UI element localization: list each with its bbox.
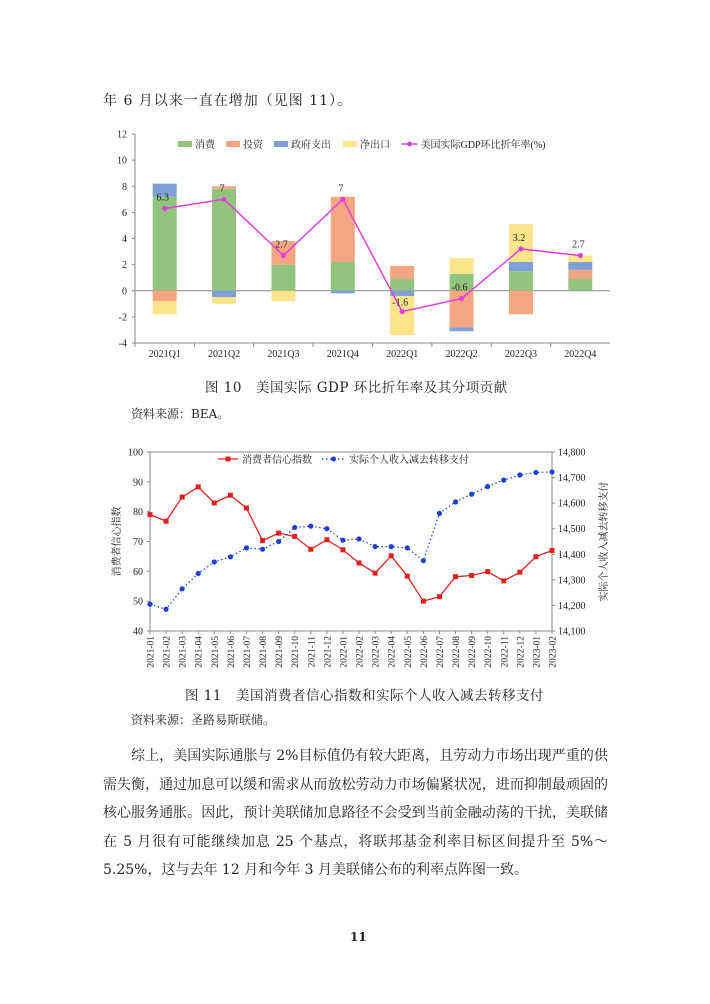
legend-swatch-investment xyxy=(226,141,240,147)
sentiment-point xyxy=(292,534,297,539)
income-point xyxy=(437,511,442,516)
bar-net_exports xyxy=(212,297,236,304)
legend-label: 投资 xyxy=(243,140,263,151)
x-tick-label: 2022-08 xyxy=(452,636,463,668)
sentiment-point xyxy=(244,506,249,511)
x-tick-label: 2021-10 xyxy=(291,636,302,668)
y-tick-label: -2 xyxy=(118,312,127,324)
y-right-tick-label: 14,700 xyxy=(558,473,586,485)
sentiment-point xyxy=(196,484,201,489)
x-tick-label: 2021-11 xyxy=(307,636,318,668)
income-point xyxy=(356,536,361,541)
bar-consumption xyxy=(212,189,236,291)
income-point xyxy=(163,607,168,612)
bar-consumption xyxy=(390,279,414,291)
sentiment-point xyxy=(340,547,345,552)
x-tick-label: 2022-02 xyxy=(355,636,366,668)
x-tick-label: 2021-01 xyxy=(146,636,157,668)
gdp-data-label: -0.6 xyxy=(451,282,468,294)
y-left-tick-label: 90 xyxy=(133,477,143,489)
y-right-tick-label: 14,800 xyxy=(558,447,586,459)
gdp-point xyxy=(340,197,345,202)
gdp-point xyxy=(518,246,523,251)
x-tick-label: 2022-03 xyxy=(371,636,382,668)
gdp-data-label: 3.2 xyxy=(512,232,526,244)
bar-net_exports xyxy=(271,291,295,301)
y-right-tick-label: 14,500 xyxy=(558,524,586,536)
income-point xyxy=(373,544,378,549)
legend-swatch-consumption xyxy=(178,141,192,147)
sentiment-point xyxy=(533,554,538,559)
income-line xyxy=(150,472,552,609)
gdp-chart xyxy=(100,120,620,370)
income-point xyxy=(228,554,233,559)
page-number: 11 xyxy=(350,930,367,944)
y-right-tick-label: 14,400 xyxy=(558,549,586,561)
y-left-tick-label: 40 xyxy=(133,626,143,638)
gdp-point xyxy=(221,197,226,202)
x-tick-label: 2022-05 xyxy=(403,636,414,668)
sentiment-point xyxy=(373,571,378,576)
y-tick-label: 0 xyxy=(122,286,127,298)
gdp-data-label: 2.7 xyxy=(572,239,585,251)
y-right-tick-label: 14,600 xyxy=(558,498,586,510)
gdp-point xyxy=(281,253,286,258)
y-tick-label: 12 xyxy=(117,129,127,141)
figure10-source: 资料来源：BEA。 xyxy=(131,407,230,421)
bar-consumption xyxy=(331,262,355,291)
x-tick-label: 2021Q2 xyxy=(207,349,241,360)
bar-investment xyxy=(509,291,533,315)
x-tick-label: 2021Q3 xyxy=(267,349,300,360)
gdp-point xyxy=(578,253,583,258)
x-tick-label: 2023-01 xyxy=(532,636,543,668)
income-point xyxy=(389,544,394,549)
bar-net_exports xyxy=(153,301,177,314)
x-tick-label: 2021-03 xyxy=(178,636,189,668)
income-point xyxy=(244,545,249,550)
gdp-data-label: -1.6 xyxy=(392,297,409,309)
x-tick-label: 2022-01 xyxy=(339,636,350,668)
income-point xyxy=(147,602,152,607)
gdp-point xyxy=(162,206,167,211)
y-right-tick-label: 14,200 xyxy=(558,600,586,612)
summary-paragraph xyxy=(103,742,608,885)
x-tick-label: 2021-07 xyxy=(242,636,253,668)
x-tick-label: 2022-11 xyxy=(500,636,511,668)
bar-investment xyxy=(153,291,177,301)
sentiment-point xyxy=(164,519,169,524)
income-point xyxy=(180,586,185,591)
legend-label: 政府支出 xyxy=(291,140,331,151)
income-point xyxy=(405,545,410,550)
income-point xyxy=(212,559,217,564)
income-point xyxy=(549,469,554,474)
x-tick-label: 2022-06 xyxy=(419,636,430,668)
income-point xyxy=(292,525,297,530)
legend-label: 消费者信心指数 xyxy=(242,455,312,466)
sentiment-point xyxy=(550,548,555,553)
x-tick-label: 2021Q1 xyxy=(148,349,181,360)
sentiment-point xyxy=(389,553,394,558)
sentiment-point xyxy=(357,560,362,565)
legend-marker-income xyxy=(331,457,336,462)
gdp-point xyxy=(400,309,405,314)
bar-consumption xyxy=(509,271,533,291)
income-point xyxy=(485,484,490,489)
income-point xyxy=(501,478,506,483)
x-tick-label: 2021-02 xyxy=(162,636,173,668)
sentiment-point xyxy=(421,599,426,604)
y-left-tick-label: 100 xyxy=(128,447,143,459)
y-left-title: 消费者信心指数 xyxy=(112,506,123,577)
sentiment-point xyxy=(324,537,329,542)
figure11-source: 资料来源：圣路易斯联储。 xyxy=(131,713,276,727)
x-tick-label: 2022Q2 xyxy=(445,349,478,360)
bar-investment xyxy=(568,270,592,279)
sentiment-point xyxy=(308,547,313,552)
sentiment-point xyxy=(517,570,522,575)
bar-consumption xyxy=(271,265,295,291)
figure10-caption: 图 10 美国实际 GDP 环比折年率及其分项贡献 xyxy=(205,380,508,396)
y-left-tick-label: 70 xyxy=(133,537,143,548)
gdp-point xyxy=(459,296,464,301)
y-tick-label: -4 xyxy=(118,338,127,350)
legend-label: 实际个人收入减去转移支付 xyxy=(349,455,469,466)
y-tick-label: 4 xyxy=(122,234,127,245)
income-point xyxy=(469,492,474,497)
summary-text: 综上，美国实际通胀与 2%目标值仍有较大距离，且劳动力市场出现严重的供需失衡，通过加息可以缓和需求从而放松劳动力市场偏紧状况，进而抑制最顽固的核心服务通胀。因此，预计美联储加息路径不会受到当前金融动荡的干扰，美联储在 5 月很有可能继续加息 25 个基点，将联邦基金利率目标区间提升至 5%～5.25%，这与去年 12 月和今年 3 月美联储公布的利率点阵图一致。 xyxy=(103,748,608,878)
y-left-tick-label: 60 xyxy=(133,566,143,578)
sentiment-point xyxy=(501,578,506,583)
sentiment-point xyxy=(148,512,153,517)
x-tick-label: 2022-09 xyxy=(468,636,479,668)
sentiment-chart xyxy=(100,440,620,680)
income-point xyxy=(308,524,313,529)
y-right-tick-label: 14,300 xyxy=(558,575,586,587)
bar-government xyxy=(331,291,355,294)
legend-marker-sentiment xyxy=(226,457,231,462)
sentiment-point xyxy=(405,574,410,579)
y-tick-label: 2 xyxy=(122,260,127,272)
y-tick-label: 10 xyxy=(117,155,127,167)
plot-frame xyxy=(150,452,552,631)
sentiment-point xyxy=(276,531,281,536)
bar-government xyxy=(568,262,592,270)
gdp-data-label: 6.3 xyxy=(156,192,169,204)
income-point xyxy=(453,499,458,504)
x-tick-label: 2022Q4 xyxy=(564,349,597,360)
income-point xyxy=(276,539,281,544)
sentiment-point xyxy=(437,594,442,599)
x-tick-label: 2022Q1 xyxy=(386,349,419,360)
sentiment-point xyxy=(469,573,474,578)
income-point xyxy=(324,526,329,531)
gdp-data-label: 7 xyxy=(338,183,344,195)
income-point xyxy=(421,558,426,563)
bar-government xyxy=(212,291,236,298)
y-tick-label: 6 xyxy=(122,207,127,219)
y-right-title: 实际个人收入减去转移支付 xyxy=(599,481,610,602)
legend-label: 消费 xyxy=(195,140,215,151)
x-tick-label: 2022-04 xyxy=(387,636,398,668)
bar-net_exports xyxy=(450,258,474,274)
legend-label: 美国实际GDP环比折年率(%) xyxy=(420,140,546,151)
y-tick-label: 8 xyxy=(122,181,127,193)
income-point xyxy=(533,470,538,475)
x-tick-label: 2021-09 xyxy=(275,636,286,668)
x-tick-label: 2023-02 xyxy=(548,636,559,668)
gdp-data-label: 2.7 xyxy=(275,239,288,251)
sentiment-point xyxy=(453,574,458,579)
x-tick-label: 2022-12 xyxy=(516,636,527,668)
bar-consumption xyxy=(568,279,592,291)
x-tick-label: 2021-05 xyxy=(210,636,221,668)
intro-text: 年 6 月以来一直在增加（见图 11）。 xyxy=(103,93,353,109)
income-point xyxy=(260,547,265,552)
x-tick-label: 2022Q3 xyxy=(504,349,538,360)
figure11-caption: 图 11 美国消费者信心指数和实际个人收入减去转移支付 xyxy=(185,688,544,704)
x-tick-label: 2021Q4 xyxy=(326,349,359,360)
sentiment-point xyxy=(180,495,185,500)
sentiment-point xyxy=(212,501,217,506)
y-left-tick-label: 50 xyxy=(133,596,143,608)
bar-investment xyxy=(390,266,414,279)
bar-government xyxy=(450,327,474,331)
legend-swatch-government xyxy=(274,141,288,147)
income-point xyxy=(340,538,345,543)
legend-swatch-net_exports xyxy=(343,141,357,147)
x-tick-label: 2021-08 xyxy=(259,636,270,668)
sentiment-point xyxy=(485,569,490,574)
sentiment-point xyxy=(228,493,233,498)
x-tick-label: 2022-10 xyxy=(484,636,495,668)
x-tick-label: 2021-04 xyxy=(194,636,205,668)
x-tick-label: 2022-07 xyxy=(435,636,446,668)
income-point xyxy=(517,472,522,477)
sentiment-line xyxy=(150,487,552,601)
y-left-tick-label: 80 xyxy=(133,507,143,519)
sentiment-point xyxy=(260,538,265,543)
bar-government xyxy=(509,262,533,271)
x-tick-label: 2021-12 xyxy=(323,636,334,668)
y-right-tick-label: 14,100 xyxy=(558,626,586,638)
legend-marker-gdp xyxy=(407,142,412,147)
income-point xyxy=(196,571,201,576)
gdp-data-label: 7 xyxy=(219,183,225,195)
legend-label: 净出口 xyxy=(360,140,390,151)
x-tick-label: 2021-06 xyxy=(226,636,237,668)
